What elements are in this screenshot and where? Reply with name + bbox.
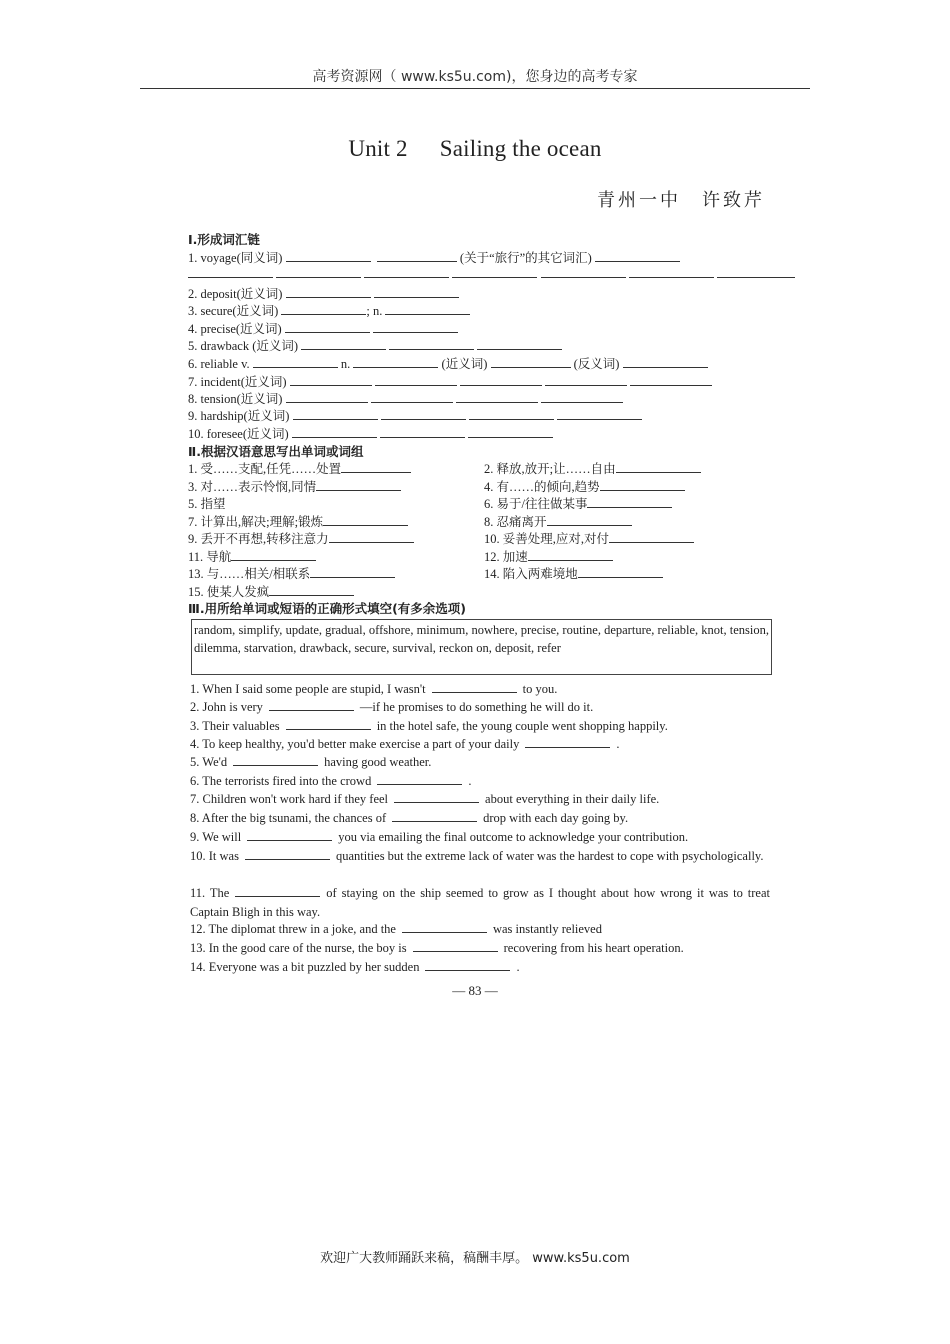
phrase-item xyxy=(188,529,414,547)
vocab-item xyxy=(188,406,642,424)
phrase-item xyxy=(188,477,401,495)
page-header: 高考资源网（ www.ks5u.com)，您身边的高考专家 xyxy=(312,69,638,85)
sentence-item xyxy=(190,921,602,937)
sentence-text: 14. Everyone was a bit puzzled by her sudden xyxy=(190,960,420,974)
answer-blank xyxy=(269,699,354,711)
phrase-item xyxy=(484,477,685,495)
sentence-item xyxy=(190,773,471,789)
phrase-label: 10. 妥善处理,应对,对付 xyxy=(484,532,610,546)
vocab-item xyxy=(188,301,470,319)
answer-blank xyxy=(233,754,318,766)
sentence-text: recovering from his heart operation. xyxy=(503,941,684,955)
page-title xyxy=(0,136,950,162)
sentence-item xyxy=(190,884,770,922)
vocab-item xyxy=(188,389,623,407)
phrase-label: 5. 指望 xyxy=(188,497,226,511)
section2-heading: Ⅱ.根据汉语意思写出单词或词组 xyxy=(188,444,364,459)
phrase-label: 14. 陷入两难境地 xyxy=(484,567,578,581)
sentence-text: . xyxy=(516,960,520,974)
sentence-text: . xyxy=(616,737,620,751)
sentence-text: 10. It was xyxy=(190,849,239,863)
vocab-item xyxy=(188,354,708,372)
section1-heading: Ⅰ.形成词汇链 xyxy=(188,232,260,247)
sentence-text: of staying on the ship seemed to grow as I thought about how wrong it was to treat Captain Bligh in this way. xyxy=(190,886,770,919)
vocab-label: 5. drawback (近义词) xyxy=(188,339,299,353)
sentence-text: —if he promises to do something he will do it. xyxy=(359,700,594,714)
phrase-label: 11. 导航 xyxy=(188,550,232,564)
sentence-text: in the hotel safe, the young couple went shopping happily. xyxy=(376,719,668,733)
vocab-item xyxy=(188,284,459,302)
phrase-item xyxy=(188,494,226,512)
phrase-item xyxy=(484,529,694,547)
phrase-label: 4. 有……的倾向,趋势 xyxy=(484,480,600,494)
sentence-text: was instantly relieved xyxy=(492,922,602,936)
vocab-label: 4. precise(近义词) xyxy=(188,322,282,336)
sentence-text: to you. xyxy=(522,682,558,696)
sentence-item xyxy=(190,959,520,975)
vocab-blank-row xyxy=(188,266,795,282)
sentence-item xyxy=(190,810,628,826)
answer-blank xyxy=(425,959,510,971)
section3-heading: Ⅲ.用所给单词或短语的正确形式填空(有多余选项) xyxy=(188,601,466,616)
vocab-label: 7. incident(近义词) xyxy=(188,375,287,389)
sentence-text: drop with each day going by. xyxy=(483,811,629,825)
sentence-text: . xyxy=(468,774,472,788)
sentence-text: 7. Children won't work hard if they feel xyxy=(190,792,389,806)
answer-blank xyxy=(432,681,517,693)
sentence-text: 13. In the good care of the nurse, the boy is xyxy=(190,941,407,955)
answer-blank xyxy=(377,773,462,785)
answer-blank xyxy=(413,940,498,952)
phrase-label: 12. 加速 xyxy=(484,550,528,564)
answer-blank xyxy=(286,718,371,730)
vocab-label: 6. reliable v. xyxy=(188,357,250,371)
sentence-item xyxy=(190,754,431,770)
phrase-item xyxy=(484,459,701,477)
vocab-label: 9. hardship(近义词) xyxy=(188,409,290,423)
vocab-label: 1. voyage(同义词) xyxy=(188,251,283,265)
phrase-label: 7. 计算出,解决;理解;锻炼 xyxy=(188,515,324,529)
sentence-text: about everything in their daily life. xyxy=(485,792,660,806)
phrase-item xyxy=(484,547,613,565)
sentence-text: 12. The diplomat threw in a joke, and the xyxy=(190,922,396,936)
phrase-item xyxy=(484,512,632,530)
page-number: — 83 — xyxy=(452,983,498,998)
vocab-item xyxy=(188,319,458,337)
phrase-label: 6. 易于/往往做某事 xyxy=(484,497,588,511)
vocab-note: ; n. xyxy=(366,304,383,318)
vocab-item xyxy=(188,336,562,354)
sentence-item xyxy=(190,829,688,845)
sentence-text: 8. After the big tsunami, the chances of xyxy=(190,811,387,825)
sentence-item xyxy=(190,681,557,697)
phrase-item xyxy=(484,564,663,582)
vocab-item xyxy=(188,424,553,442)
phrase-label: 2. 释放,放开;让……自由 xyxy=(484,462,616,476)
sentence-item xyxy=(190,736,620,752)
sentence-text: having good weather. xyxy=(324,755,432,769)
word-bank: random, simplify, update, gradual, offshore, minimum, nowhere, precise, routine, departure, reliable, knot, tension, dilemma, starvation, drawback, secure, survival, reckon on, deposit, refer xyxy=(191,619,772,675)
sentence-item xyxy=(190,699,593,715)
phrase-label: 15. 使某人发疯 xyxy=(188,585,270,599)
sentence-text: 3. Their valuables xyxy=(190,719,280,733)
header-divider xyxy=(140,88,810,89)
sentence-text: 1. When I said some people are stupid, I wasn't xyxy=(190,682,426,696)
sentence-item xyxy=(190,847,770,866)
phrase-label: 9. 丢开不再想,转移注意力 xyxy=(188,532,329,546)
sentence-item xyxy=(190,940,684,956)
unit-label: Unit 2 xyxy=(348,136,408,161)
phrase-item xyxy=(188,582,354,600)
author: 青州一中 许致芹 xyxy=(597,190,765,211)
phrase-item xyxy=(484,494,672,512)
vocab-note: n. xyxy=(340,357,351,371)
phrase-item xyxy=(188,564,395,582)
phrase-item xyxy=(188,459,411,477)
vocab-label: 10. foresee(近义词) xyxy=(188,427,289,441)
sentence-item xyxy=(190,791,659,807)
vocab-label: 2. deposit(近义词) xyxy=(188,287,283,301)
phrase-label: 3. 对……表示怜悯,同情 xyxy=(188,480,317,494)
unit-name: Sailing the ocean xyxy=(439,136,602,161)
vocab-label: 3. secure(近义词) xyxy=(188,304,279,318)
vocab-item xyxy=(188,372,712,390)
phrase-label: 1. 受……支配,任凭……处置 xyxy=(188,462,342,476)
answer-blank xyxy=(235,885,320,897)
sentence-text: 11. The xyxy=(190,886,230,900)
vocab-note: (反义词) xyxy=(573,357,620,371)
phrase-item xyxy=(188,512,408,530)
answer-blank xyxy=(245,848,330,860)
vocab-item xyxy=(188,248,680,266)
sentence-text: quantities but the extreme lack of water was the hardest to cope with psychologically. xyxy=(335,849,764,863)
sentence-text: 5. We'd xyxy=(190,755,228,769)
answer-blank xyxy=(392,810,477,822)
sentence-text: 4. To keep healthy, you'd better make exercise a part of your daily xyxy=(190,737,520,751)
answer-blank xyxy=(247,829,332,841)
phrase-item xyxy=(188,547,316,565)
answer-blank xyxy=(402,921,487,933)
sentence-text: 6. The terrorists fired into the crowd xyxy=(190,774,372,788)
answer-blank xyxy=(525,736,610,748)
phrase-label: 13. 与……相关/相联系 xyxy=(188,567,311,581)
sentence-text: 2. John is very xyxy=(190,700,263,714)
sentence-text: 9. We will xyxy=(190,830,242,844)
vocab-label: 8. tension(近义词) xyxy=(188,392,283,406)
sentence-item xyxy=(190,718,668,734)
vocab-note: (近义词) xyxy=(441,357,488,371)
vocab-note: (关于“旅行”的其它词汇) xyxy=(459,251,592,265)
phrase-label: 8. 忍痛离开 xyxy=(484,515,547,529)
sentence-text: you via emailing the final outcome to acknowledge your contribution. xyxy=(338,830,689,844)
page-footer: 欢迎广大教师踊跃来稿，稿酬丰厚。 www.ks5u.com xyxy=(320,1251,630,1266)
answer-blank xyxy=(394,791,479,803)
